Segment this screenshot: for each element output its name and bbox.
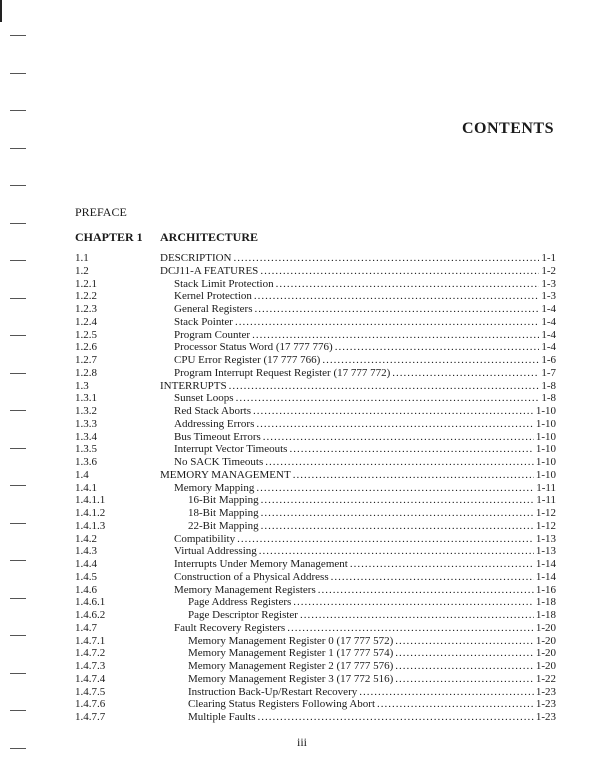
toc-entry bbox=[75, 507, 556, 520]
dot-leader bbox=[395, 660, 534, 673]
section-number: 1.2 bbox=[75, 264, 89, 277]
dot-leader bbox=[253, 405, 534, 418]
section-title: 18-Bit Mapping bbox=[188, 507, 259, 519]
dot-leader bbox=[261, 494, 535, 507]
page-edge-mark bbox=[0, 0, 2, 22]
dot-leader bbox=[359, 686, 534, 699]
toc-entry bbox=[75, 698, 556, 711]
margin-tick bbox=[10, 35, 26, 36]
dot-leader bbox=[259, 545, 534, 558]
section-number: 1.4.1 bbox=[75, 481, 97, 494]
dot-leader bbox=[263, 431, 534, 444]
section-number: 1.4.1.3 bbox=[75, 519, 106, 532]
toc-entry bbox=[75, 545, 556, 558]
section-number: 1.4 bbox=[75, 468, 89, 481]
margin-tick bbox=[10, 298, 26, 299]
entry-body bbox=[160, 520, 556, 533]
toc-entry bbox=[75, 673, 556, 686]
entry-body bbox=[160, 673, 556, 686]
section-title: Virtual Addressing bbox=[174, 545, 257, 558]
section-title: Memory Management Registers bbox=[174, 583, 316, 596]
section-title: Instruction Back-Up/Restart Recovery bbox=[188, 685, 358, 698]
dot-leader bbox=[237, 533, 534, 546]
dot-leader bbox=[255, 303, 540, 316]
dot-leader bbox=[252, 329, 539, 342]
section-title: 16-Bit Mapping bbox=[188, 494, 259, 507]
page-ref: 1-14 bbox=[535, 570, 556, 583]
section-number: 1.2.1 bbox=[75, 277, 97, 290]
entry-body bbox=[160, 622, 556, 635]
margin-tick bbox=[10, 710, 26, 711]
margin-tick bbox=[10, 185, 26, 186]
entry-body bbox=[160, 686, 556, 699]
toc-entry bbox=[75, 494, 556, 507]
section-number: 1.4.7.5 bbox=[75, 685, 106, 698]
dot-leader bbox=[322, 354, 539, 367]
section-title: Program Counter bbox=[174, 328, 251, 341]
section-number: 1.4.6.1 bbox=[75, 596, 106, 609]
dot-leader bbox=[395, 635, 534, 648]
entry-body bbox=[160, 698, 556, 711]
section-number: 1.4.1.2 bbox=[75, 507, 106, 519]
page-ref: 1-10 bbox=[535, 468, 556, 481]
page-ref: 1-4 bbox=[541, 315, 556, 328]
section-number: 1.4.6.2 bbox=[75, 609, 106, 621]
margin-tick bbox=[10, 485, 26, 486]
toc-entry bbox=[75, 469, 556, 482]
page-ref: 1-11 bbox=[536, 481, 556, 494]
entry-body bbox=[160, 265, 556, 278]
section-title: General Registers bbox=[174, 303, 253, 315]
margin-tick bbox=[10, 148, 26, 149]
section-number: 1.4.7.1 bbox=[75, 634, 106, 647]
section-title: Interrupt Vector Timeouts bbox=[174, 443, 288, 456]
toc-entry bbox=[75, 660, 556, 673]
section-title: Addressing Errors bbox=[174, 417, 255, 430]
entry-body bbox=[160, 482, 556, 495]
section-number: 1.3.6 bbox=[75, 456, 97, 468]
section-title: DESCRIPTION bbox=[160, 252, 232, 264]
section-number: 1.1 bbox=[75, 252, 89, 264]
section-number: 1.4.7.4 bbox=[75, 672, 106, 685]
toc-entry bbox=[75, 456, 556, 469]
toc-entry bbox=[75, 303, 556, 316]
toc-entry bbox=[75, 558, 556, 571]
page-ref: 1-23 bbox=[535, 685, 556, 698]
section-title: Page Address Registers bbox=[188, 596, 292, 609]
section-title: Memory Management Register 1 (17 777 574) bbox=[188, 647, 394, 660]
entry-body bbox=[160, 584, 556, 597]
dot-leader bbox=[293, 469, 534, 482]
section-number: 1.3.5 bbox=[75, 443, 97, 456]
chapter-title: ARCHITECTURE bbox=[160, 230, 259, 244]
toc-entry bbox=[75, 278, 556, 291]
page-ref: 1-20 bbox=[535, 621, 556, 634]
section-number: 1.2.8 bbox=[75, 366, 97, 379]
margin-tick bbox=[10, 260, 26, 261]
entry-body bbox=[160, 367, 556, 380]
margin-tick bbox=[10, 560, 26, 561]
toc-entry bbox=[75, 354, 556, 367]
page-ref: 1-1 bbox=[541, 252, 556, 264]
toc-preface: PREFACE bbox=[75, 205, 127, 219]
toc-entry bbox=[75, 316, 556, 329]
section-title: Memory Management Register 3 (17 772 516) bbox=[188, 672, 394, 685]
dot-leader bbox=[256, 482, 534, 495]
section-title: Compatibility bbox=[174, 532, 236, 545]
section-number: 1.2.7 bbox=[75, 354, 97, 366]
section-number: 1.4.2 bbox=[75, 532, 97, 545]
page-ref: 1-23 bbox=[535, 711, 556, 723]
section-number: 1.4.7.7 bbox=[75, 711, 106, 723]
page-ref: 1-10 bbox=[535, 443, 556, 456]
section-number: 1.4.6 bbox=[75, 583, 97, 596]
entry-body bbox=[160, 494, 556, 507]
page-ref: 1-12 bbox=[535, 519, 556, 532]
toc-entry bbox=[75, 609, 556, 622]
toc-entry bbox=[75, 392, 556, 405]
toc-entry bbox=[75, 622, 556, 635]
page-ref: 1-10 bbox=[535, 430, 556, 443]
toc-list bbox=[75, 252, 556, 724]
page-ref: 1-3 bbox=[541, 277, 556, 290]
section-title: No SACK Timeouts bbox=[174, 456, 264, 468]
margin-tick bbox=[10, 635, 26, 636]
section-number: 1.4.3 bbox=[75, 545, 97, 558]
dot-leader bbox=[331, 571, 534, 584]
chapter-number: CHAPTER 1 bbox=[75, 230, 143, 244]
dot-leader bbox=[265, 456, 534, 469]
toc-entry bbox=[75, 647, 556, 660]
page-ref: 1-11 bbox=[536, 494, 556, 507]
section-title: INTERRUPTS bbox=[160, 379, 227, 392]
section-title: Kernel Protection bbox=[174, 290, 252, 303]
page-ref: 1-7 bbox=[541, 366, 556, 379]
page-ref: 1-8 bbox=[541, 392, 556, 405]
dot-leader bbox=[258, 711, 534, 724]
entry-body bbox=[160, 354, 556, 367]
toc-entry bbox=[75, 418, 556, 431]
section-title: MEMORY MANAGEMENT bbox=[160, 468, 291, 481]
entry-body bbox=[160, 278, 556, 291]
page-ref: 1-10 bbox=[535, 405, 556, 417]
dot-leader bbox=[395, 673, 534, 686]
section-number: 1.2.4 bbox=[75, 315, 97, 328]
page-ref: 1-8 bbox=[541, 379, 556, 392]
entry-body bbox=[160, 507, 556, 520]
toc-entry bbox=[75, 443, 556, 456]
entry-body bbox=[160, 456, 556, 469]
section-title: CPU Error Register (17 777 766) bbox=[174, 354, 321, 366]
toc-entry bbox=[75, 252, 556, 265]
margin-tick bbox=[10, 410, 26, 411]
page-title: CONTENTS bbox=[461, 120, 554, 137]
section-title: Program Interrupt Request Register (17 777 772) bbox=[174, 366, 391, 379]
section-title: Stack Limit Protection bbox=[174, 277, 274, 290]
dot-leader bbox=[256, 418, 533, 431]
toc-entry bbox=[75, 265, 556, 278]
toc-entry bbox=[75, 380, 556, 393]
section-title: 22-Bit Mapping bbox=[188, 519, 259, 532]
entry-body bbox=[160, 329, 556, 342]
dot-leader bbox=[261, 520, 534, 533]
section-number: 1.4.1.1 bbox=[75, 494, 106, 507]
toc-entry bbox=[75, 405, 556, 418]
margin-tick bbox=[10, 373, 26, 374]
toc-entry bbox=[75, 584, 556, 597]
entry-body bbox=[160, 252, 556, 265]
dot-leader bbox=[287, 622, 534, 635]
section-number: 1.2.2 bbox=[75, 290, 97, 303]
margin-tick bbox=[10, 598, 26, 599]
dot-leader bbox=[236, 392, 540, 405]
entry-body bbox=[160, 609, 556, 622]
toc-entry bbox=[75, 367, 556, 380]
entry-body bbox=[160, 316, 556, 329]
dot-leader bbox=[350, 558, 534, 571]
toc-entry bbox=[75, 686, 556, 699]
entry-body bbox=[160, 443, 556, 456]
page-ref: 1-14 bbox=[535, 558, 556, 570]
section-title: Fault Recovery Registers bbox=[174, 621, 286, 634]
page-ref: 1-10 bbox=[535, 417, 556, 430]
entry-body bbox=[160, 341, 556, 354]
entry-body bbox=[160, 596, 556, 609]
toc-entry bbox=[75, 329, 556, 342]
dot-leader bbox=[392, 367, 539, 380]
page-ref: 1-23 bbox=[535, 698, 556, 711]
section-title: Memory Mapping bbox=[174, 481, 255, 494]
section-title: DCJ11-A FEATURES bbox=[160, 264, 259, 277]
section-title: Clearing Status Registers Following Abort bbox=[188, 698, 375, 711]
section-title: Sunset Loops bbox=[174, 392, 234, 405]
section-number: 1.3 bbox=[75, 379, 89, 392]
margin-tick bbox=[10, 110, 26, 111]
section-number: 1.3.2 bbox=[75, 405, 97, 417]
section-number: 1.4.7.2 bbox=[75, 647, 106, 660]
dot-leader bbox=[261, 507, 534, 520]
toc-entry bbox=[75, 711, 556, 724]
section-title: Interrupts Under Memory Management bbox=[174, 558, 348, 570]
margin-tick bbox=[10, 73, 26, 74]
margin-tick bbox=[10, 523, 26, 524]
dot-leader bbox=[229, 380, 540, 393]
entry-body bbox=[160, 418, 556, 431]
page-ref: 1-3 bbox=[541, 290, 556, 303]
section-title: Red Stack Aborts bbox=[174, 405, 251, 417]
entry-body bbox=[160, 405, 556, 418]
toc-entry bbox=[75, 533, 556, 546]
dot-leader bbox=[254, 290, 539, 303]
section-title: Memory Management Register 2 (17 777 576) bbox=[188, 660, 394, 672]
section-title: Stack Pointer bbox=[174, 315, 233, 328]
entry-body bbox=[160, 558, 556, 571]
entry-body bbox=[160, 647, 556, 660]
section-number: 1.2.3 bbox=[75, 303, 97, 315]
section-title: Page Descriptor Register bbox=[188, 609, 298, 621]
entry-body bbox=[160, 392, 556, 405]
dot-leader bbox=[289, 443, 533, 456]
toc-entry bbox=[75, 596, 556, 609]
margin-tick bbox=[10, 673, 26, 674]
dot-leader bbox=[395, 647, 534, 660]
section-number: 1.3.1 bbox=[75, 392, 97, 405]
section-number: 1.4.5 bbox=[75, 570, 97, 583]
entry-body bbox=[160, 571, 556, 584]
dot-leader bbox=[377, 698, 534, 711]
dot-leader bbox=[234, 252, 540, 265]
section-title: Construction of a Physical Address bbox=[174, 570, 329, 583]
section-title: Processor Status Word (17 777 776) bbox=[174, 341, 333, 354]
page-ref: 1-4 bbox=[541, 303, 556, 315]
toc-entry bbox=[75, 290, 556, 303]
entry-body bbox=[160, 545, 556, 558]
page-ref: 1-22 bbox=[535, 672, 556, 685]
entry-body bbox=[160, 711, 556, 724]
dot-leader bbox=[318, 584, 534, 597]
toc-entry bbox=[75, 482, 556, 495]
page-ref: 1-13 bbox=[535, 532, 556, 545]
section-title: Bus Timeout Errors bbox=[174, 430, 261, 443]
entry-body bbox=[160, 533, 556, 546]
page-ref: 1-18 bbox=[535, 596, 556, 609]
section-title: Multiple Faults bbox=[188, 711, 256, 723]
entry-body bbox=[160, 469, 556, 482]
dot-leader bbox=[260, 265, 539, 278]
dot-leader bbox=[235, 316, 539, 329]
toc-entry bbox=[75, 431, 556, 444]
page-ref: 1-6 bbox=[541, 354, 556, 366]
entry-body bbox=[160, 431, 556, 444]
section-number: 1.4.7 bbox=[75, 621, 97, 634]
section-number: 1.2.5 bbox=[75, 328, 97, 341]
toc-entry bbox=[75, 635, 556, 648]
page-ref: 1-13 bbox=[535, 545, 556, 558]
entry-body bbox=[160, 290, 556, 303]
margin-tick bbox=[10, 223, 26, 224]
entry-body bbox=[160, 635, 556, 648]
entry-body bbox=[160, 660, 556, 673]
page-ref: 1-2 bbox=[541, 264, 556, 277]
page-ref: 1-20 bbox=[535, 647, 556, 660]
section-number: 1.3.3 bbox=[75, 417, 97, 430]
margin-tick bbox=[10, 335, 26, 336]
entry-body bbox=[160, 380, 556, 393]
section-number: 1.4.4 bbox=[75, 558, 97, 570]
page-ref: 1-18 bbox=[535, 609, 556, 621]
entry-body bbox=[160, 303, 556, 316]
page-ref: 1-16 bbox=[535, 583, 556, 596]
page-ref: 1-12 bbox=[535, 507, 556, 519]
section-number: 1.2.6 bbox=[75, 341, 97, 354]
margin-tick bbox=[10, 448, 26, 449]
dot-leader bbox=[335, 341, 540, 354]
page-ref: 1-4 bbox=[541, 328, 556, 341]
section-number: 1.4.7.3 bbox=[75, 660, 106, 672]
page-ref: 1-20 bbox=[535, 660, 556, 672]
section-number: 1.4.7.6 bbox=[75, 698, 106, 711]
page-ref: 1-4 bbox=[541, 341, 556, 354]
dot-leader bbox=[276, 278, 540, 291]
section-number: 1.3.4 bbox=[75, 430, 97, 443]
section-title: Memory Management Register 0 (17 777 572) bbox=[188, 634, 394, 647]
toc-entry bbox=[75, 341, 556, 354]
toc-entry bbox=[75, 571, 556, 584]
page-ref: 1-20 bbox=[535, 634, 556, 647]
dot-leader bbox=[300, 609, 534, 622]
page-ref: 1-10 bbox=[535, 456, 556, 468]
dot-leader bbox=[293, 596, 534, 609]
page-number: iii bbox=[296, 735, 307, 749]
toc-entry bbox=[75, 520, 556, 533]
